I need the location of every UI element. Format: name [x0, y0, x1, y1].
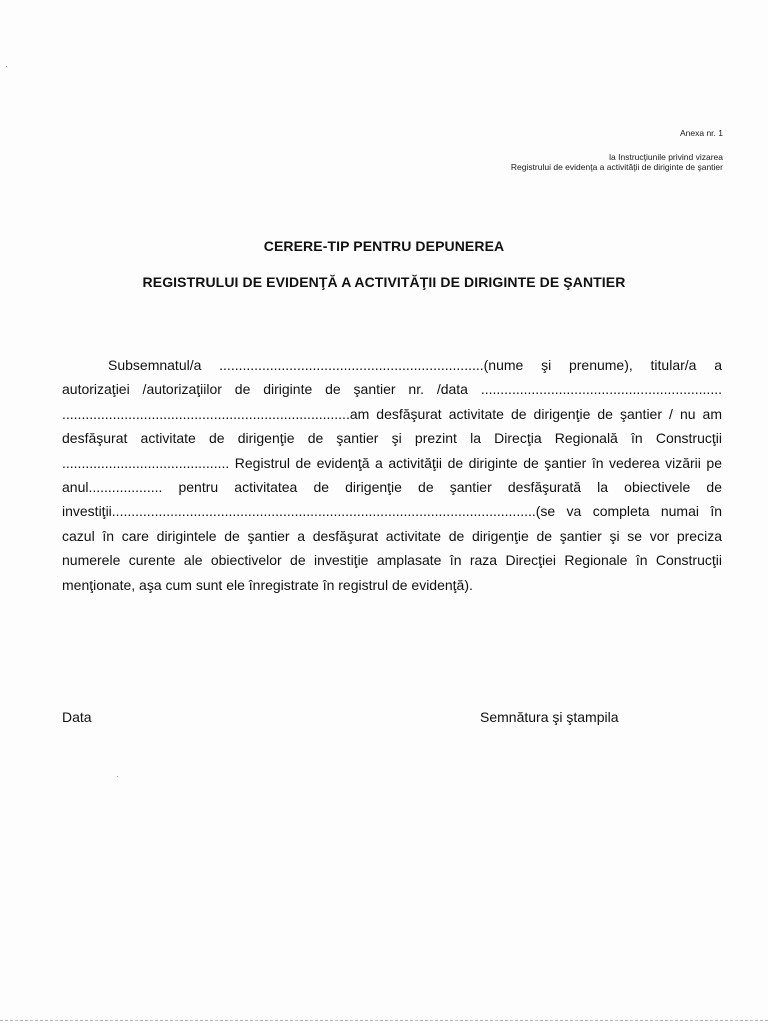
- scan-speck: [6, 66, 7, 67]
- scan-speck: [117, 776, 118, 777]
- document-title-line1: CERERE-TIP PENTRU DEPUNEREA: [263, 238, 505, 254]
- annex-reference-line1: la Instrucţiunile privind vizarea: [609, 152, 723, 162]
- annex-reference-line2: Registrului de evidenţa a activităţii de diriginte de şantier: [510, 162, 723, 172]
- request-body: [62, 353, 722, 597]
- document-title-line2: REGISTRULUI DE EVIDENŢĂ A ACTIVITĂŢII DE DIRIGINTE DE ŞANTIER: [142, 274, 626, 290]
- annex-number: Anexa nr. 1: [679, 128, 723, 138]
- scan-edge-line: [0, 1020, 768, 1021]
- signature-label: Semnătura şi ştampila: [480, 709, 619, 725]
- request-paragraph: Subsemnatul/a ....................................................................(nume şi prenume), titular/a a autorizaţiei /autorizaţiilor de diriginte de şantier nr. /data .............................................................. ..........................................................................am desfăşurat activitate de dirigenţie de şantier / nu am desfăşurat activitate de dirigenţie de şantier şi prezint la Direcţia Regională în Construcţii ........................................... Registrul de evidenţă a activităţii de diriginte de şantier în vederea vizării pe anul................... pentru activitatea de dirigenţie de şantier desfăşurată la obiectivele de investiţii.............................................................................................................(se va completa numai în cazul în care dirigintele de şantier a desfăşurat activitate de dirigenţie de şantier şi se vor preciza numerele curente ale obiectivelor de investiţie amplasate în raza Direcţiei Regionale în Construcţii menţionate, aşa cum sunt ele înregistrate în registrul de evidenţă).: [62, 357, 722, 593]
- date-label: Data: [62, 709, 92, 725]
